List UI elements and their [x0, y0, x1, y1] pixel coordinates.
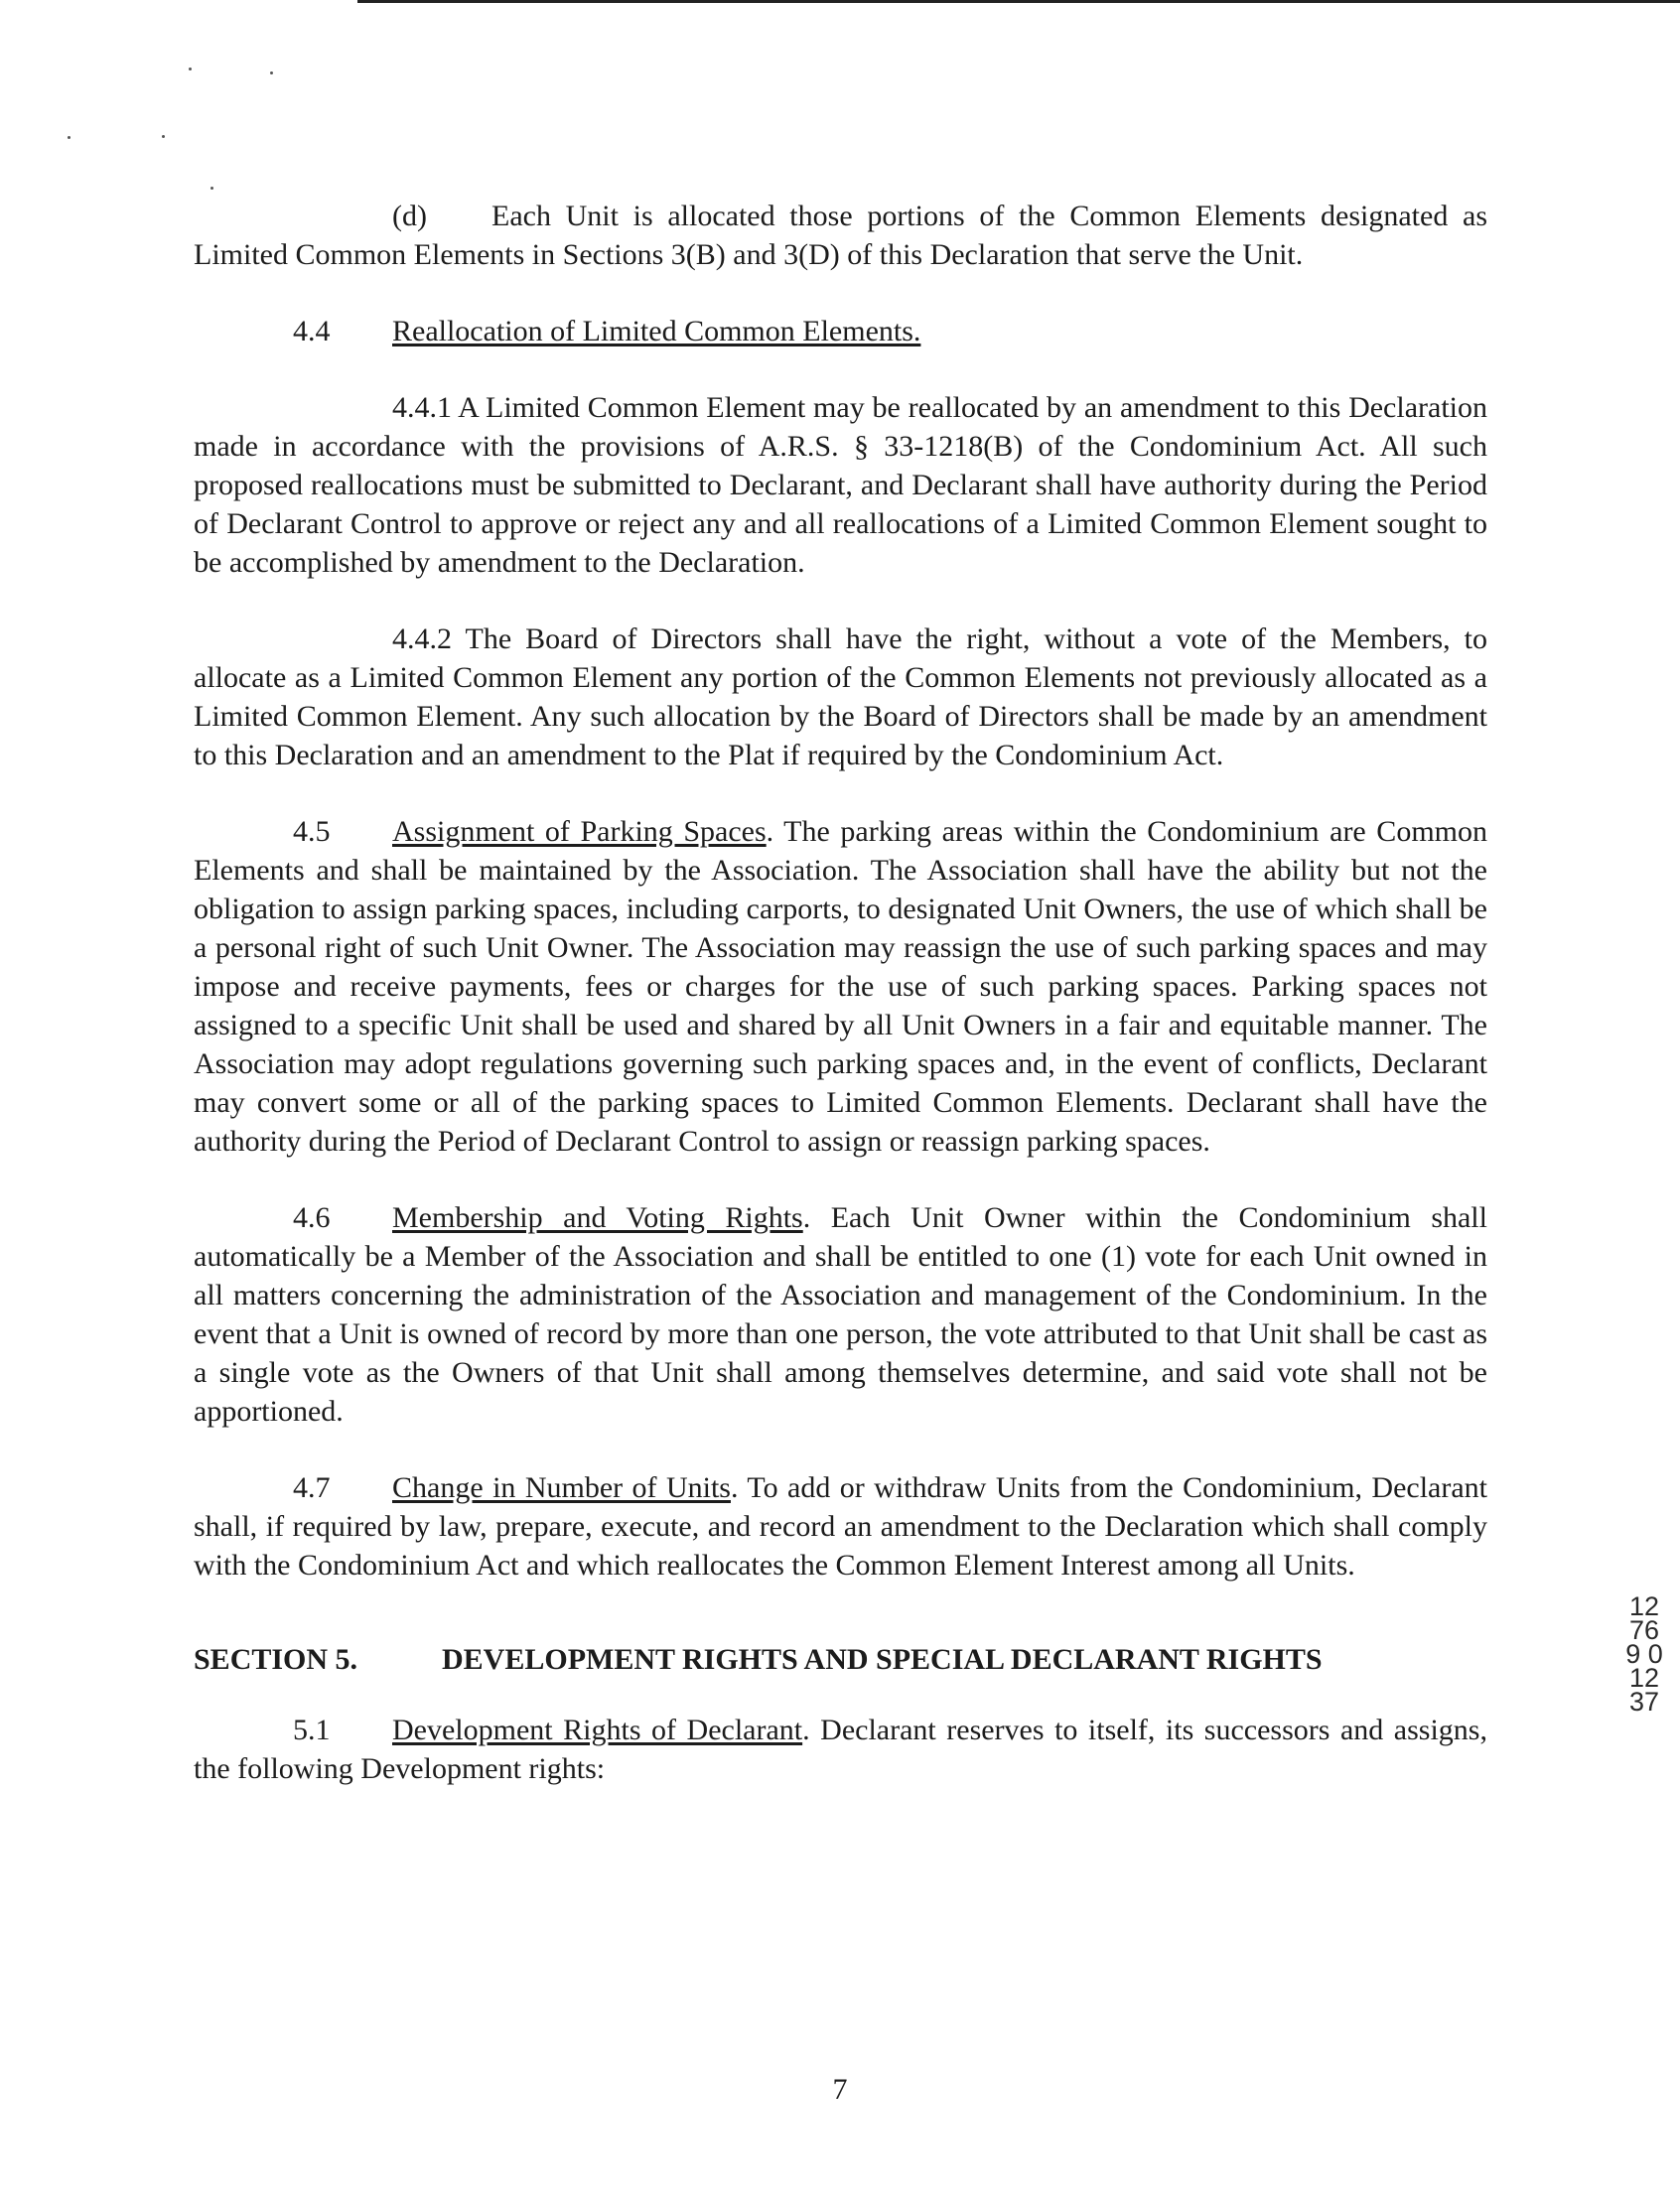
- scan-speck: [162, 135, 165, 138]
- scan-speck: [270, 71, 273, 74]
- paragraph-text: . The parking areas within the Condominium are Common Elements and shall be maintained by the Association. The Association shall have the ability but not the obligation to assign parking spaces, including carports, to designated Unit Owners, the use of which shall be a personal right of such Unit Owner. The Association may reassign the use of such parking spaces and may impose and receive payments, fees or charges for the use of such parking spaces. Parking spaces not assigned to a specific Unit shall be used and shared by all Unit Owners in a fair and equitable manner. The Association may adopt regulations governing such parking spaces and, in the event of conflicts, Declarant may convert some or all of the parking spaces to Limited Common Elements. Declarant shall have the authority during the Period of Declarant Control to assign or reassign parking spaces.: [194, 815, 1487, 1158]
- section-4-4-1: [194, 388, 1487, 582]
- section-4-4: [194, 312, 1487, 350]
- scan-speck: [210, 187, 213, 190]
- section-number: 5.1: [293, 1714, 331, 1746]
- document-body: [194, 197, 1487, 1826]
- paragraph-d: [194, 197, 1487, 274]
- paragraph-text: The Board of Directors shall have the right, without a vote of the Members, to allocate as a Limited Common Element any portion of the Common Elements not previously allocated as a Limited Common Element. Any such allocation by the Board of Directors shall be made by an amendment to this Declaration and an amendment to the Plat if required by the Condominium Act.: [194, 622, 1487, 771]
- paragraph-text: . Each Unit Owner within the Condominium shall automatically be a Member of the Association and shall be entitled to one (1) vote for each Unit owned in all matters concerning the administration of the Association and management of the Condominium. In the event that a Unit is owned of record by more than one person, the vote attributed to that Unit shall be cast as a single vote as the Owners of that Unit shall among themselves determine, and said vote shall not be apportioned.: [194, 1201, 1487, 1428]
- section-number: SECTION 5.: [194, 1643, 358, 1676]
- section-title: DEVELOPMENT RIGHTS AND SPECIAL DECLARANT RIGHTS: [442, 1643, 1323, 1676]
- recording-number: 12769 01237: [1625, 1591, 1663, 1717]
- section-4-7: [194, 1468, 1487, 1585]
- section-heading: Membership and Voting Rights: [392, 1201, 803, 1234]
- section-number: 4.4: [293, 315, 331, 347]
- paragraph-label: (d): [392, 200, 427, 232]
- paragraph-text: . To add or withdraw Units from the Condominium, Declarant shall, if required by law, prepare, execute, and record an amendment to the Declaration which shall comply with the Condominium Act and which reallocates the Common Element Interest among all Units.: [194, 1471, 1488, 1582]
- paragraph-text: Each Unit is allocated those portions of the Common Elements designated as Limited Common Elements in Sections 3(B) and 3(D) of this Declaration that serve the Unit.: [194, 200, 1487, 271]
- section-4-5: [194, 812, 1487, 1161]
- section-heading: Development Rights of Declarant: [392, 1714, 803, 1746]
- scan-speck: [189, 68, 192, 70]
- section-4-4-2: [194, 620, 1487, 774]
- page-number: 7: [832, 2073, 848, 2106]
- paragraph-text: A Limited Common Element may be reallocated by an amendment to this Declaration made in accordance with the provisions of A.R.S. § 33-1218(B) of the Condominium Act. All such proposed reallocations must be submitted to Declarant, and Declarant shall have authority during the Period of Declarant Control to approve or reject any and all reallocations of a Limited Common Element sought to be accomplished by amendment to the Declaration.: [194, 391, 1487, 579]
- section-number: 4.6: [293, 1201, 331, 1234]
- section-number: 4.4.2: [392, 622, 452, 655]
- paragraph-text: . Declarant reserves to itself, its successors and assigns, the following Development rights:: [194, 1714, 1487, 1785]
- scan-speck: [68, 136, 70, 139]
- section-5-1: [194, 1711, 1487, 1788]
- section-number: 4.7: [293, 1471, 331, 1504]
- scan-top-edge: [357, 0, 1680, 3]
- section-number: 4.4.1: [392, 391, 452, 424]
- section-heading: Change in Number of Units: [392, 1471, 731, 1504]
- section-number: 4.5: [293, 815, 331, 848]
- section-4-6: [194, 1198, 1487, 1431]
- section-heading: Assignment of Parking Spaces: [392, 815, 767, 848]
- section-5-heading: [194, 1640, 1487, 1679]
- section-heading: Reallocation of Limited Common Elements.: [392, 315, 921, 347]
